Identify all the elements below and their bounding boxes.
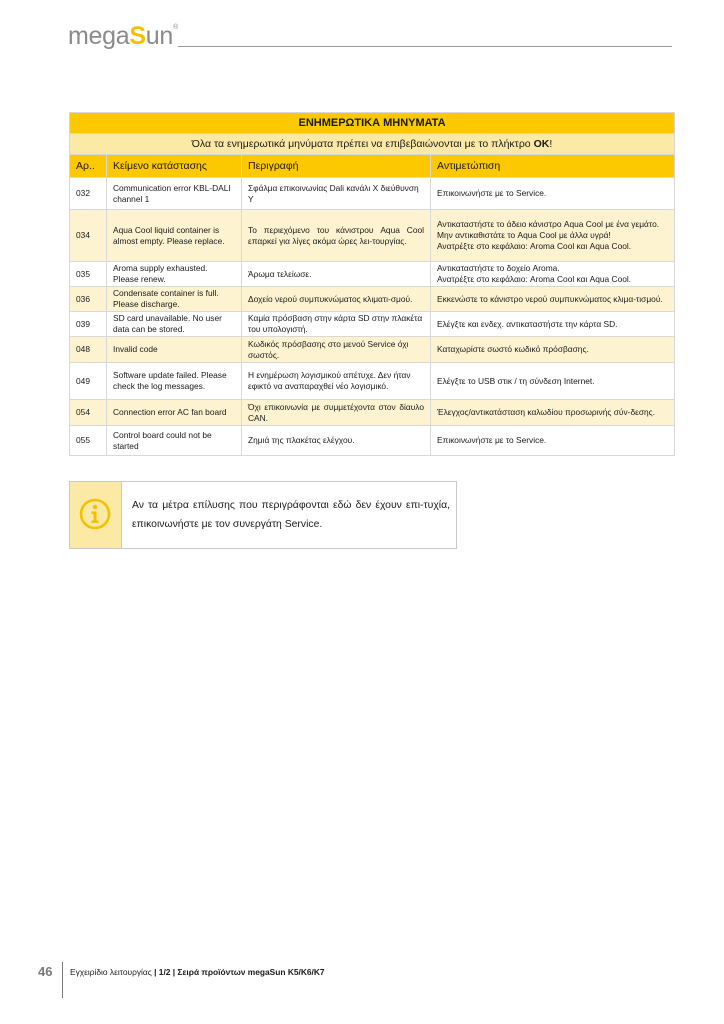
logo-suffix: un (145, 22, 173, 50)
table-row (70, 210, 675, 262)
header-divider (178, 46, 672, 47)
column-header-code: Αρ.. (70, 155, 107, 178)
row-code: 039 (70, 312, 107, 337)
table-row (70, 426, 675, 456)
row-status: Control board could not be started (107, 426, 242, 456)
subtitle-prefix: Όλα τα ενημερωτικά μηνύματα πρέπει να επιβεβαιώνονται με το πλήκτρο (191, 137, 534, 150)
footer-text (70, 967, 325, 977)
row-description: Το περιεχόμενο του κάνιστρου Aqua Cool επαρκεί για λίγες ακόμα ώρες λει-τουργίας. (242, 210, 431, 262)
row-description: Όχι επικοινωνία με συμμετέχοντα στον δίαυλο CAN. (242, 400, 431, 426)
row-status: Aroma supply exhausted. Please renew. (107, 262, 242, 287)
table-row (70, 178, 675, 210)
column-header-status: Κείμενο κατάστασης (107, 155, 242, 178)
megasun-logo (68, 22, 178, 51)
table-row (70, 287, 675, 312)
info-icon (79, 498, 111, 530)
row-action-extra: Ανατρέξτε στο κεφάλαιο: Aroma Cool και Aqua Cool. (437, 274, 632, 284)
row-description: Άρωμα τελείωσε. (242, 262, 431, 287)
row-status: Software update failed. Please check the log messages. (107, 363, 242, 400)
info-note (69, 481, 457, 549)
row-action-cell (431, 262, 675, 287)
row-description: Κωδικός πρόσβασης στο μενού Service όχι σωστός. (242, 337, 431, 363)
row-action-cell (431, 210, 675, 262)
subtitle-suffix: ! (549, 137, 553, 150)
logo-s: S (129, 22, 146, 50)
row-action: Ελέγξτε το USB στικ / τη σύνδεση Internet. (431, 363, 675, 400)
row-action: Έλεγχος/αντικατάσταση καλωδίου προσωρινής σύν-δεσης. (431, 400, 675, 426)
table-title: ΕΝΗΜΕΡΩΤΙΚΑ ΜΗΝΥΜΑΤΑ (70, 113, 675, 134)
column-header-description: Περιγραφή (242, 155, 431, 178)
row-status: Condensate container is full. Please discharge. (107, 287, 242, 312)
info-note-text: Αν τα μέτρα επίλυσης που περιγράφονται εδώ δεν έχουν επι-τυχία, επικοινωνήστε με τον συνεργάτη Service. (132, 500, 450, 530)
row-code: 049 (70, 363, 107, 400)
page-number: 46 (38, 964, 53, 979)
row-status: Connection error AC fan board (107, 400, 242, 426)
row-status: Aqua Cool liquid container is almost empty. Please replace. (107, 210, 242, 262)
row-status: SD card unavailable. No user data can be stored. (107, 312, 242, 337)
logo-prefix: mega (68, 22, 130, 50)
row-action: Καταχωρίστε σωστό κωδικό πρόσβασης. (431, 337, 675, 363)
table-row (70, 363, 675, 400)
row-code: 055 (70, 426, 107, 456)
row-code: 034 (70, 210, 107, 262)
row-description: Δοχείο νερού συμπυκνώματος κλιματι-σμού. (242, 287, 431, 312)
subtitle-key: OK (533, 137, 550, 150)
info-messages-table (69, 112, 675, 456)
row-action: Ελέγξτε και ενδεχ. αντικαταστήστε την κάρτα SD. (431, 312, 675, 337)
row-status: Communication error KBL-DALI channel 1 (107, 178, 242, 210)
row-description: Η ενημέρωση λογισμικού απέτυχε. Δεν ήταν εφικτό να αναπαραχθεί νέο λογισμικό. (242, 363, 431, 400)
row-action: Εκκενώστε το κάνιστρο νερού συμπυκνώματος κλιμα-τισμού. (431, 287, 675, 312)
row-action: Αντικαταστήστε το δοχείο Aroma. (437, 263, 560, 273)
row-description: Ζημιά της πλακέτας ελέγχου. (242, 426, 431, 456)
table-header-row (70, 155, 675, 178)
logo-registered: ® (172, 24, 178, 31)
footer-details: | 1/2 | Σειρά προϊόντων megaSun K5/K6/K7 (151, 967, 325, 977)
row-code: 035 (70, 262, 107, 287)
row-action: Επικοινωνήστε με το Service. (431, 178, 675, 210)
row-action-extra: Ανατρέξτε στο κεφάλαιο: Aroma Cool και Aqua Cool. (437, 241, 632, 251)
table-row (70, 337, 675, 363)
footer-divider (62, 962, 63, 998)
column-header-action: Αντιμετώπιση (431, 155, 675, 178)
row-description: Σφάλμα επικοινωνίας Dali κανάλι X διεύθυνση Y (242, 178, 431, 210)
info-icon-box (70, 482, 122, 548)
table-row (70, 262, 675, 287)
table-subtitle (70, 134, 675, 155)
row-action: Επικοινωνήστε με το Service. (431, 426, 675, 456)
table-row (70, 400, 675, 426)
row-code: 032 (70, 178, 107, 210)
row-code: 054 (70, 400, 107, 426)
row-description: Καμία πρόσβαση στην κάρτα SD στην πλακέτα του υπολογιστή. (242, 312, 431, 337)
row-action: Αντικαταστήστε το άδειο κάνιστρο Aqua Cool με ένα γεμάτο. Μην αντικαθιστάτε το Aqua Cool με άλλα υγρά! (437, 219, 660, 240)
row-code: 048 (70, 337, 107, 363)
table-row (70, 312, 675, 337)
row-code: 036 (70, 287, 107, 312)
row-status: Invalid code (107, 337, 242, 363)
table-subtitle-row (70, 134, 675, 155)
footer-manual: Εγχειρίδιο λειτουργίας (70, 967, 152, 977)
table-title-row (70, 113, 675, 134)
